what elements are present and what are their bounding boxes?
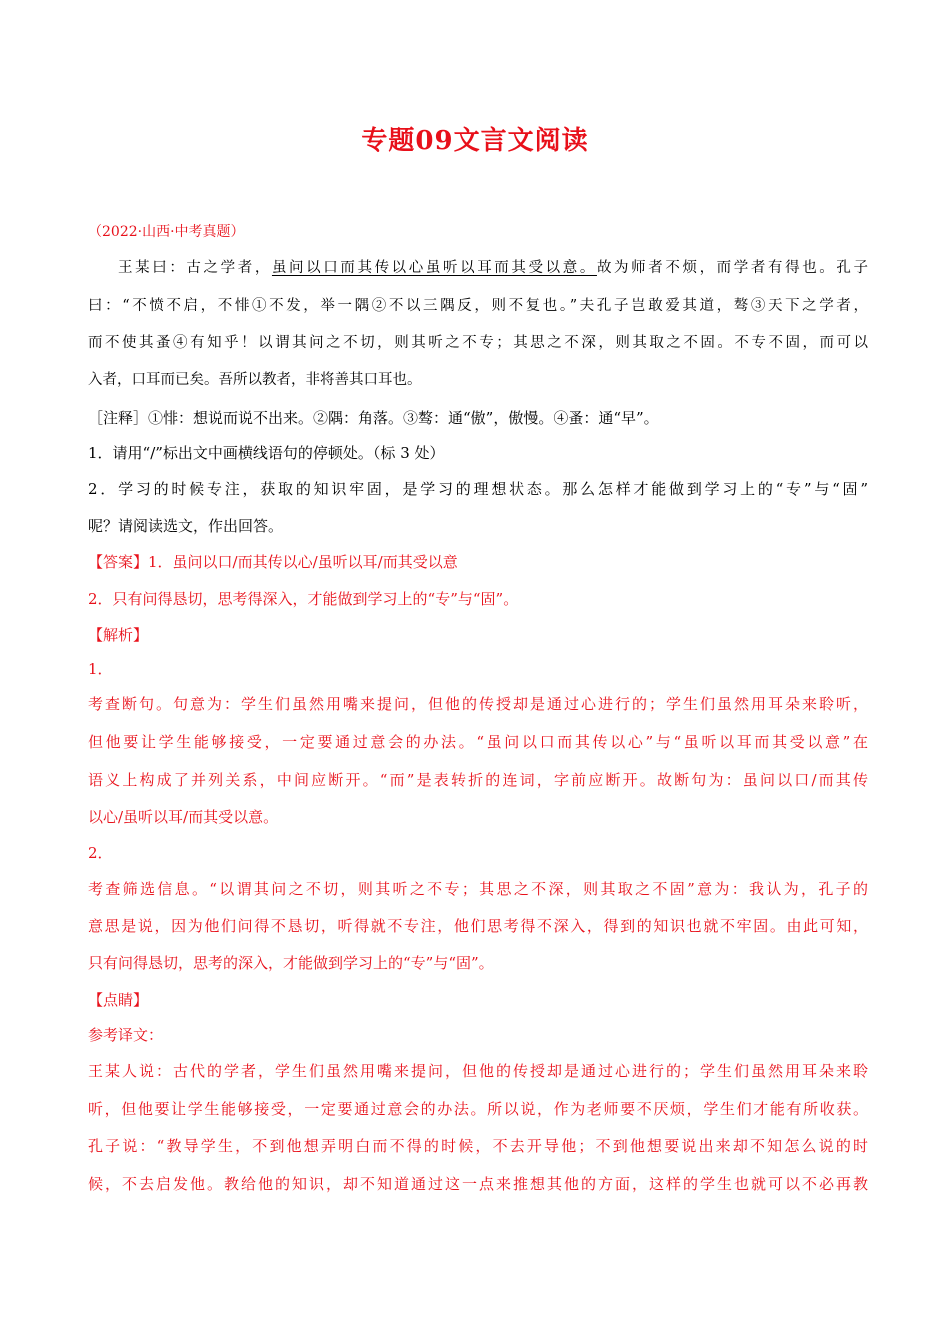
analysis-1-line-2: 但他要让学生能够接受，一定要通过意会的办法。“虽问以口而其传以心”与“虽听以耳而其受以意”在 [88, 733, 868, 751]
analysis-1-number: 1． [88, 660, 113, 678]
annotation-note: ［注释］①悱：想说而说不出来。②隅：角落。③骜：通“傲”，傲慢。④蚤：通“早”。 [88, 409, 659, 427]
answer-line-1 [88, 552, 868, 572]
translation-line-1: 王某人说：古代的学者，学生们虽然用嘴来提问，但他的传授却是通过心进行的；学生们虽然用耳朵来聆 [88, 1062, 868, 1080]
passage-line-1 [118, 258, 868, 278]
question-2-line-1: 2．学习的时候专注，获取的知识牢固，是学习的理想状态。那么怎样才能做到学习上的“专”与“固” [88, 480, 868, 498]
passage-line-3: 而不使其蚤④有知乎！以谓其问之不切，则其听之不专；其思之不深，则其取之不固。不专不固，而可以 [88, 335, 868, 351]
passage-line-2: 曰：“不愤不启，不悱①不发，举一隅②不以三隅反，则不复也。”夫孔子岂敢爱其道，骜③天下之学者， [88, 298, 868, 314]
question-2-line-2: 呢？请阅读选文，作出回答。 [88, 517, 284, 535]
analysis-1-line-4: 以心/虽听以耳/而其受以意。 [88, 808, 279, 826]
tip-tag: 【点睛】 [88, 991, 149, 1009]
translation-line-4: 候，不去启发他。教给他的知识，却不知道通过这一点来推想其他的方面，这样的学生也就可以不必再教 [88, 1175, 868, 1193]
analysis-2-number: 2． [88, 844, 113, 862]
translation-line-2: 听，但他要让学生能够接受，一定要通过意会的办法。所以说，作为老师要不厌烦，学生们才能有所收获。 [88, 1100, 868, 1118]
translation-label: 参考译文： [88, 1026, 164, 1044]
analysis-1-line-3: 语义上构成了并列关系，中间应断开。“而”是表转折的连词，字前应断开。故断句为：虽问以口/而其传 [88, 771, 868, 789]
answer-1: 1．虽问以口/而其传以心/虽听以耳/而其受以意 [148, 553, 458, 571]
answer-tag: 【答案】 [88, 553, 149, 571]
question-source: （2022·山西·中考真题） [88, 224, 245, 240]
page-title: 专题09文言文阅读 [361, 126, 589, 156]
translation-line-3: 孔子说：“教导学生，不到他想弄明白而不得的时候，不去开导他；不到他想要说出来却不知怎么说的时 [88, 1137, 868, 1155]
analysis-tag: 【解析】 [88, 626, 149, 644]
passage-text: 王某曰：古之学者， [118, 260, 272, 276]
question-1: 1．请用“/”标出文中画横线语句的停顿处。（标 3 处） [88, 444, 445, 462]
analysis-2-line-1: 考查筛选信息。“以谓其问之不切，则其听之不专；其思之不深，则其取之不固”意为：我认为，孔子的 [88, 880, 868, 898]
underlined-sentence: 虽问以口而其传以心虽听以耳而其受以意。 [271, 260, 597, 276]
analysis-2-line-3: 只有问得恳切，思考的深入，才能做到学习上的“专”与“固”。 [88, 954, 494, 972]
passage-text: 故为师者不烦，而学者有得也。孔子 [596, 260, 869, 276]
analysis-1-line-1: 考查断句。句意为：学生们虽然用嘴来提问，但他的传授却是通过心进行的；学生们虽然用耳朵来聆听， [88, 695, 868, 713]
passage-line-4: 入者，口耳而已矣。吾所以教者，非将善其口耳也。 [88, 372, 422, 388]
analysis-2-line-2: 意思是说，因为他们问得不恳切，听得就不专注，他们思考得不深入，得到的知识也就不牢固。由此可知， [88, 917, 868, 935]
answer-2: 2．只有问得恳切，思考得深入，才能做到学习上的“专”与“固”。 [88, 590, 519, 608]
